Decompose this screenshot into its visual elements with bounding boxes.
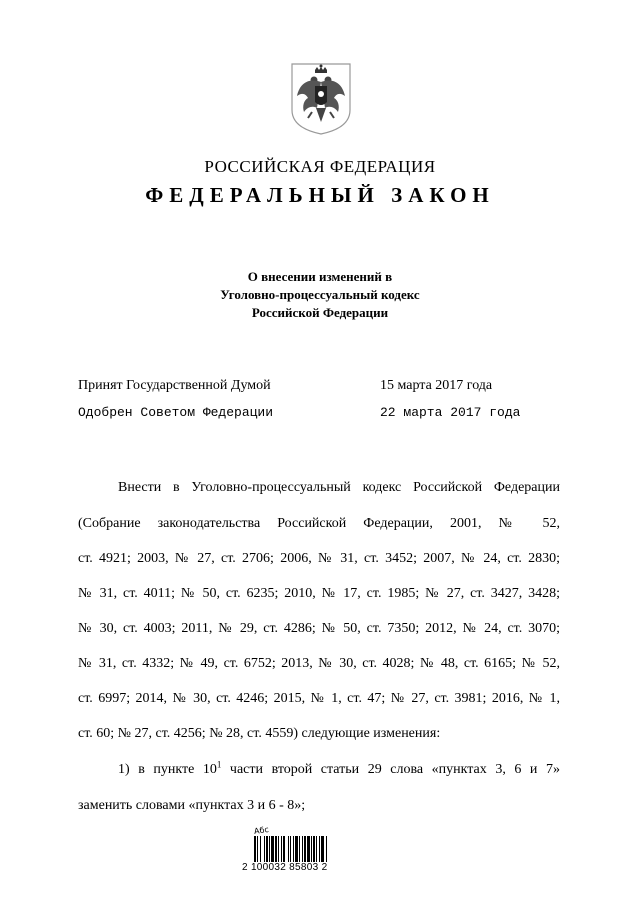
barcode-bar [278, 836, 279, 862]
adopted-date: 15 марта 2017 года [380, 378, 493, 393]
barcode-bar [299, 836, 300, 862]
law-title-line-3: Российской Федерации [251, 305, 389, 320]
barcode-bar [326, 836, 327, 862]
barcode-bar [283, 836, 285, 862]
amendment-item-1-line-2: заменить словами «пунктах 3 и 6 - 8»; [78, 798, 306, 813]
barcode-bar [311, 836, 312, 862]
barcode-bar [290, 836, 291, 862]
barcode-bar [316, 836, 317, 862]
barcode-bar [271, 836, 274, 862]
barcode-bar [307, 836, 310, 862]
barcode-bar [293, 836, 294, 862]
approved-date: 22 марта 2017 года [380, 405, 521, 420]
body-line: ст. 4921; 2003, № 27, ст. 2706; 2006, № 31, ст. 3452; 2007, № 24, ст. 2830; [78, 551, 560, 566]
barcode-bar [302, 836, 303, 862]
barcode-bar [321, 836, 324, 862]
barcode-bar [254, 836, 256, 862]
body-line: № 31, ст. 4332; № 49, ст. 6752; 2013, № 30, ст. 4028; № 48, ст. 6165; № 52, [78, 656, 560, 671]
approved-label: Одобрен Советом Федерации [78, 405, 274, 420]
body-line: ст. 60; № 27, ст. 4256; № 28, ст. 4559) следующие изменения: [78, 726, 441, 741]
barcode-bar [264, 836, 265, 862]
adopted-label: Принят Государственной Думой [78, 378, 271, 393]
law-title-line-2: Уголовно-процессуальный кодекс [220, 287, 420, 302]
barcode-bar [313, 836, 315, 862]
barcode-number: 2 100032 85803 2 [242, 862, 328, 873]
barcode-bar [319, 836, 320, 862]
body-line: № 31, ст. 4011; № 50, ст. 6235; 2010, № 17, ст. 1985; № 27, ст. 3427, 3428; [78, 586, 560, 601]
country-heading: РОССИЙСКАЯ ФЕДЕРАЦИЯ [204, 157, 436, 176]
barcode-bar [304, 836, 306, 862]
item1-superscript: 1 [216, 759, 222, 770]
body-line: ст. 6997; 2014, № 30, ст. 4246; 2015, № 1, ст. 47; № 27, ст. 3981; 2016, № 1, [78, 691, 560, 706]
barcode-bar [295, 836, 298, 862]
body-line: № 30, ст. 4003; 2011, № 29, ст. 4286; № 50, ст. 7350; 2012, № 24, ст. 3070; [78, 621, 560, 636]
item1-suffix: части второй статьи 29 слова «пунктах 3, 6 и 7» [221, 762, 560, 777]
body-line: Внести в Уголовно-процессуальный кодекс Российской Федерации [118, 480, 560, 495]
barcode-bar [281, 836, 282, 862]
barcode-bar [275, 836, 277, 862]
barcode-bar [288, 836, 289, 862]
law-title-line-1: О внесении изменений в [247, 269, 393, 284]
barcode-bar [266, 836, 268, 862]
barcode-bar [269, 836, 270, 862]
coat-of-arms-emblem [290, 62, 352, 136]
amendment-item-1 [118, 759, 560, 778]
barcode-handwritten-mark: Абс [253, 825, 270, 836]
law-title [0, 268, 640, 322]
body-line: (Собрание законодательства Российской Федерации, 2001, № 52, [78, 516, 560, 531]
item1-prefix: 1) в пункте 10 [118, 762, 217, 777]
barcode-bar [257, 836, 258, 862]
barcode-bar [260, 836, 261, 862]
law-type-heading: ФЕДЕРАЛЬНЫЙ ЗАКОН [145, 183, 495, 207]
